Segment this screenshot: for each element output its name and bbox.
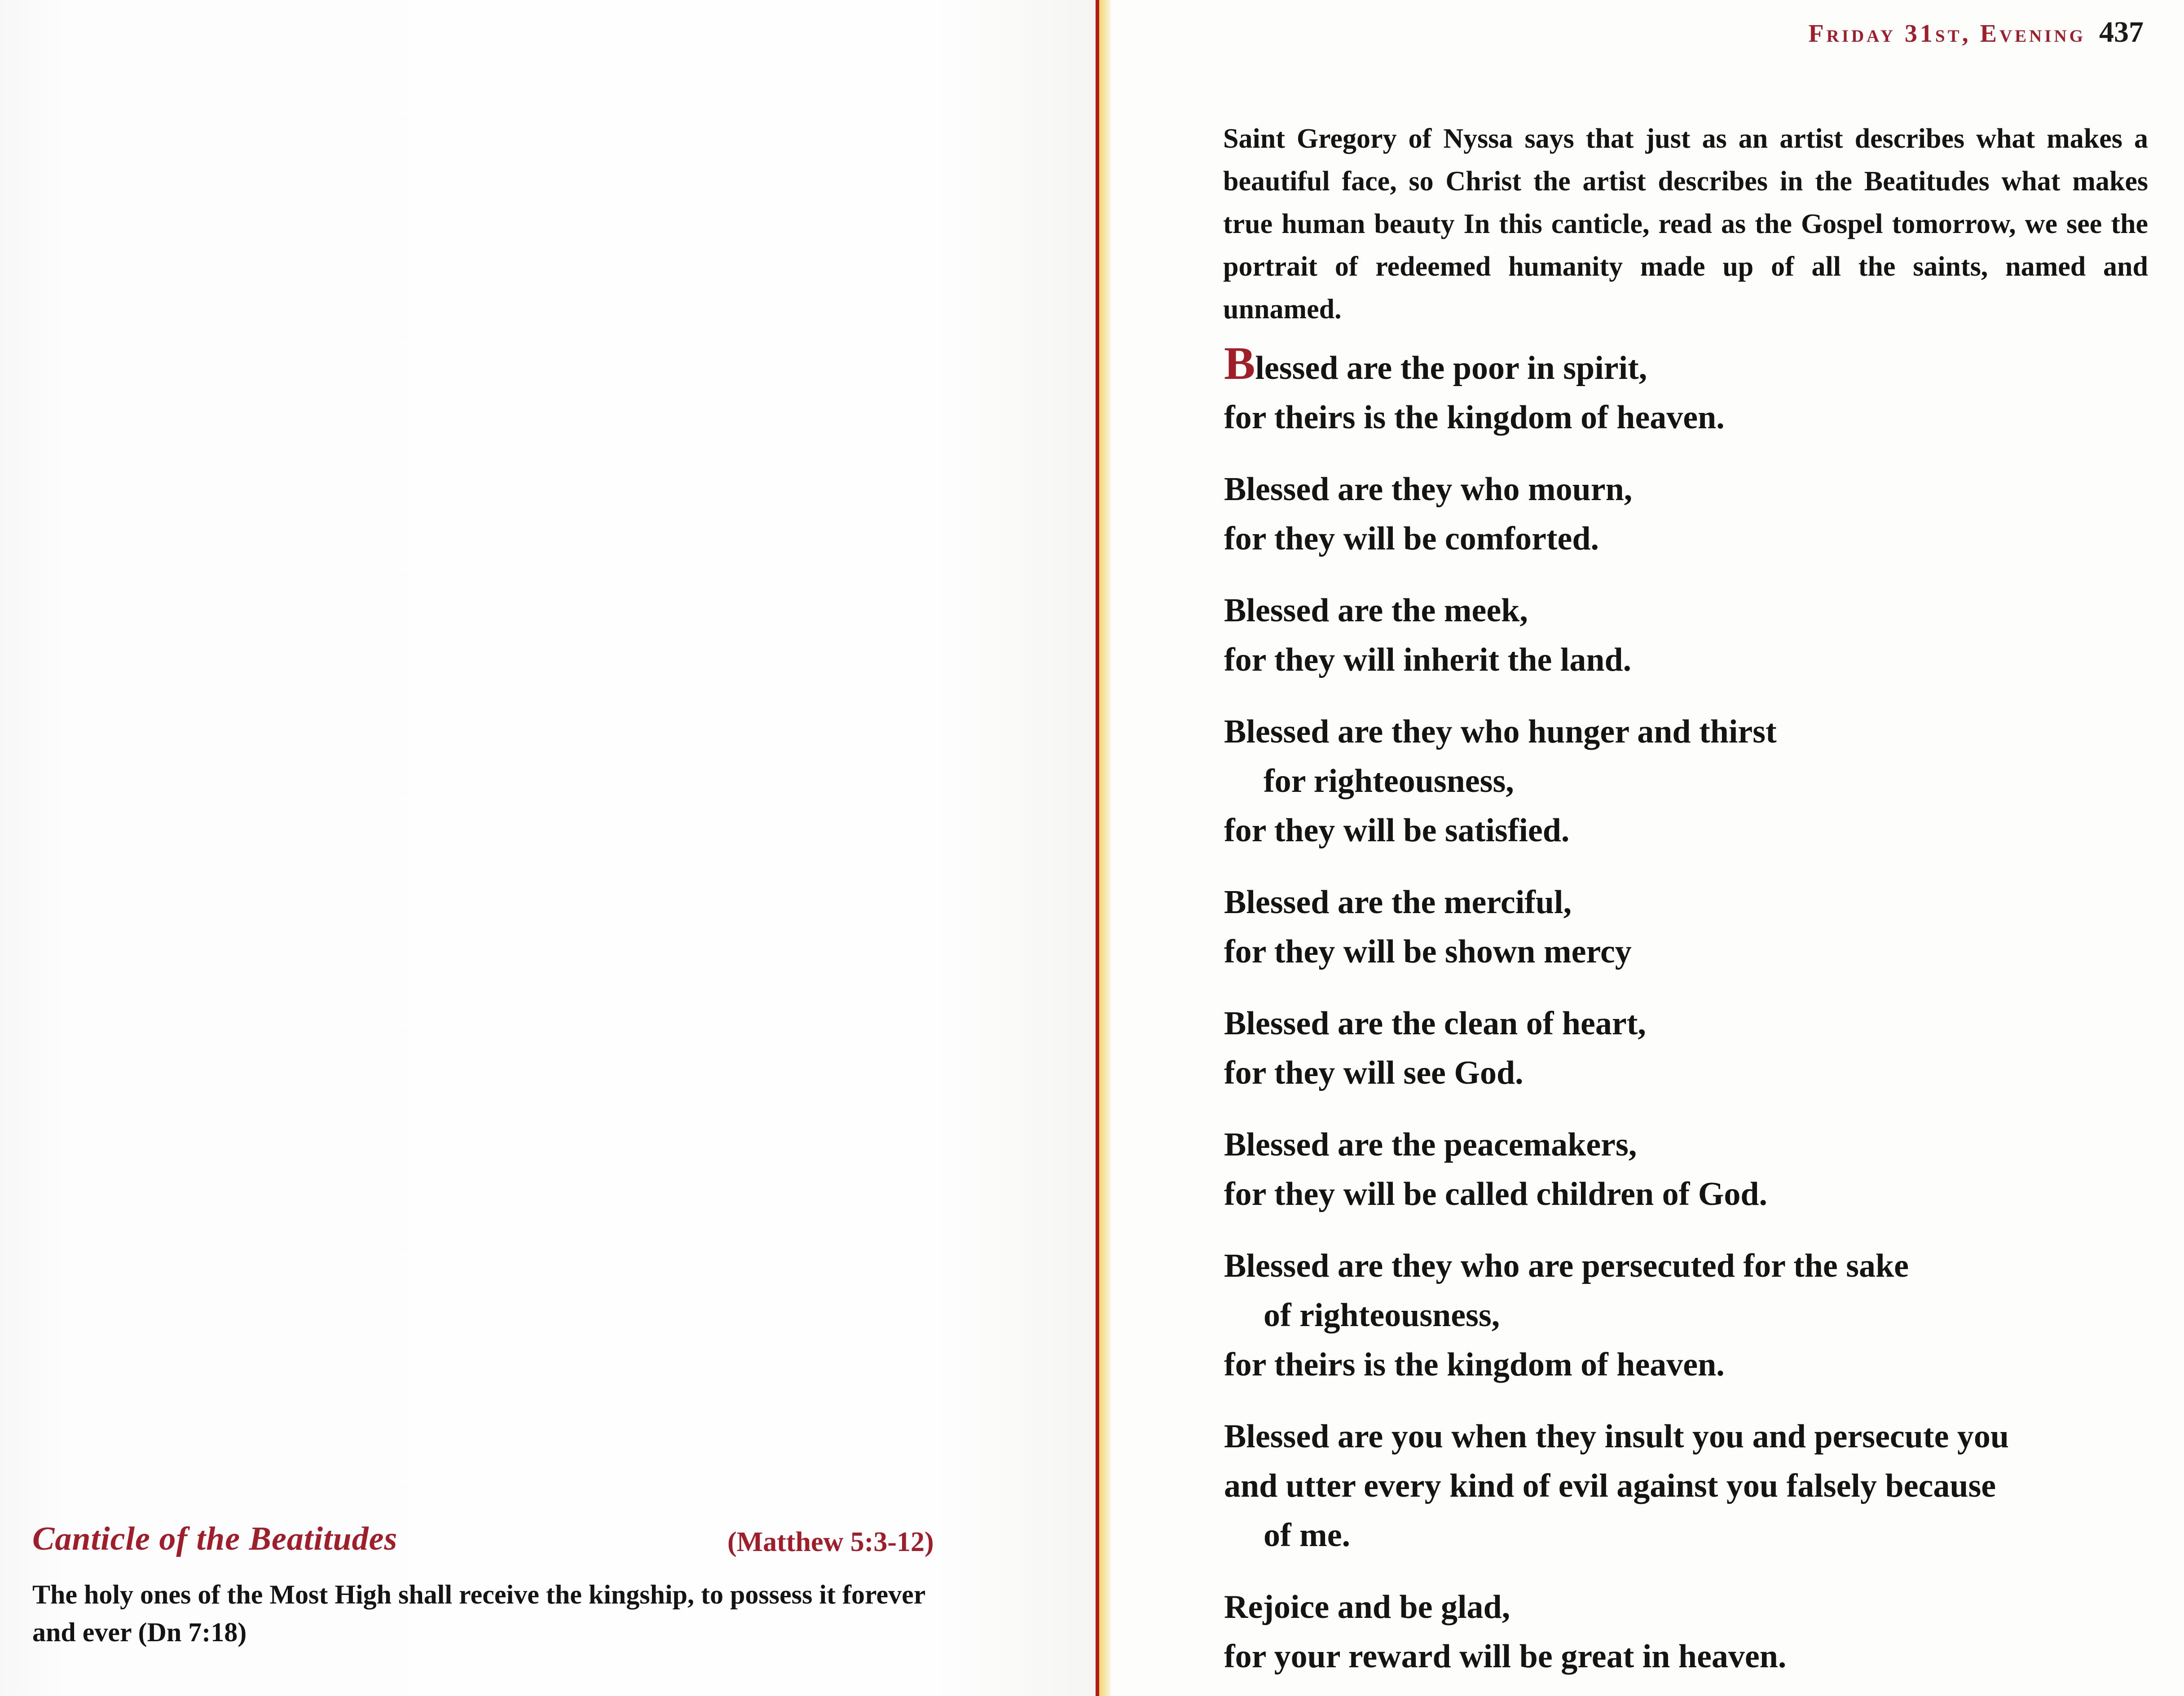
verse-line-text: lessed are the poor in spirit, [1255, 350, 1647, 387]
verse-line: Blessed are they who hunger and thirst [1224, 713, 1777, 750]
verse-line: for they will be shown mercy [1224, 933, 1632, 970]
verse-line: Blessed are they who mourn, [1224, 471, 1633, 508]
verse-line: for righteousness, [1264, 763, 1514, 800]
verse-line [1224, 338, 2167, 393]
verse-line: Blessed are the clean of heart, [1224, 1005, 1646, 1042]
stanza [1224, 999, 2167, 1098]
verse-line: for they will see God. [1224, 1055, 1524, 1091]
intro-paragraph: Saint Gregory of Nyssa says that just as an artist describes what makes a beautiful face, so Christ the artist describes in the Beatitudes what makes true human beauty In this canticle, read as the Gospel tomorrow, we see the portrait of redeemed humanity made up of all the saints, named and unnamed. [1223, 123, 2148, 325]
stanza [1224, 707, 2167, 855]
verse-line: Blessed are the merciful, [1224, 884, 1572, 921]
stanza [1224, 878, 2167, 976]
stanza [1224, 1412, 2167, 1560]
verse-line: of me. [1264, 1517, 1351, 1554]
verse-line: for they will be comforted. [1224, 520, 1599, 557]
canticle-antiphon: The holy ones of the Most High shall receive the kingship, to possess it forever and ever (Dn 7:18) [32, 1580, 925, 1647]
verse-line: of righteousness, [1264, 1297, 1500, 1334]
stanza [1224, 1120, 2167, 1219]
verse-line: Blessed are the peacemakers, [1224, 1126, 1637, 1163]
verse-line: for theirs is the kingdom of heaven. [1224, 399, 1725, 436]
verse-line: for theirs is the kingdom of heaven. [1224, 1346, 1725, 1383]
verse-line: for they will be satisfied. [1224, 812, 1570, 849]
right-page [1111, 0, 2184, 1696]
book-gutter-gold-edge [1099, 0, 1111, 1696]
page-number: 437 [2099, 16, 2144, 48]
beatitudes-verses [1224, 338, 2167, 1696]
canticle-title: Canticle of the Beatitudes [32, 1520, 398, 1557]
stanza [1224, 1582, 2167, 1681]
stanza [1224, 465, 2167, 563]
book-gutter-red-edge [1096, 0, 1099, 1696]
stanza [1224, 586, 2167, 685]
verse-line: Rejoice and be glad, [1224, 1589, 1510, 1626]
stanza [1224, 1241, 2167, 1389]
verse-line: for your reward will be great in heaven. [1224, 1638, 1787, 1675]
running-head [1808, 15, 2144, 49]
verse-line: for they will be called children of God. [1224, 1176, 1768, 1213]
verse-line: and utter every kind of evil against you falsely because [1224, 1468, 1996, 1504]
verse-line: Blessed are you when they insult you and persecute you [1224, 1418, 2009, 1455]
stanza [1224, 338, 2167, 442]
running-head-title: Friday 31st, Evening [1808, 20, 2086, 48]
canticle-reference: (Matthew 5:3-12) [727, 1527, 934, 1557]
drop-cap: B [1224, 338, 1255, 389]
verse-line: Blessed are they who are persecuted for the sake [1224, 1248, 1909, 1284]
verse-line: for they will inherit the land. [1224, 641, 1632, 678]
verse-line: Blessed are the meek, [1224, 592, 1528, 629]
